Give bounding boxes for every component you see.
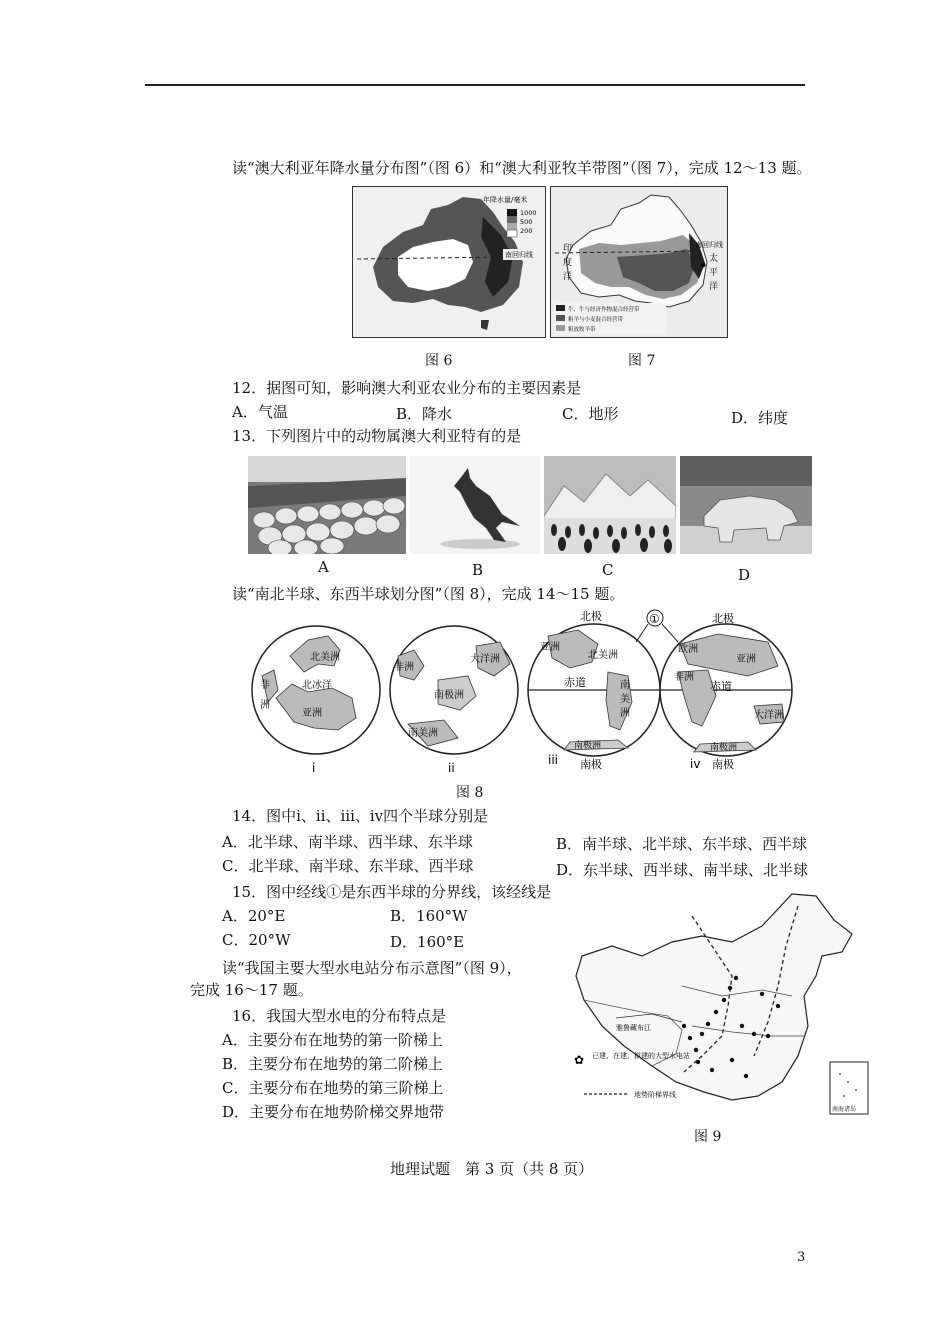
q13-label-c: C bbox=[602, 561, 614, 579]
fig7-ocean-pacific-3: 洋 bbox=[709, 282, 719, 292]
fig7-legend-item-1: 牛、牛与经济作物混合经营带 bbox=[568, 307, 640, 313]
q12-stem: 12．据图可知，影响澳大利亚农业分布的主要因素是 bbox=[232, 379, 582, 397]
q13-stem: 13．下列图片中的动物属澳大利亚特有的是 bbox=[232, 427, 522, 445]
q16-option-a: A．主要分布在地势的第一阶梯上 bbox=[222, 1031, 443, 1049]
q14-stem: 14．图中ⅰ、ⅱ、ⅲ、ⅳ四个半球分别是 bbox=[232, 807, 489, 825]
figure-9-caption: 图 9 bbox=[694, 1129, 722, 1145]
q14-option-d: D．东半球、西半球、南半球、北半球 bbox=[556, 861, 809, 879]
fig8-g3-antarctica: 南极洲 bbox=[574, 741, 602, 751]
figure-9-hydropower-map bbox=[572, 886, 876, 1118]
fig6-legend-title: 年降水量/毫米 bbox=[483, 196, 528, 204]
fig8-g4-antarctica: 南极洲 bbox=[710, 743, 738, 753]
figure-6-rainfall-map bbox=[352, 186, 546, 338]
fig7-ocean-indian-1: 印 bbox=[563, 244, 573, 254]
q13-label-a: A bbox=[318, 558, 329, 576]
intro-12-13: 读“澳大利亚年降水量分布图”（图 6）和“澳大利亚牧羊带图”（图 7），完成 12～13 题。 bbox=[232, 159, 812, 177]
fig8-label-iv: iv bbox=[690, 757, 701, 771]
header-rule bbox=[145, 84, 805, 86]
q13-label-b: B bbox=[472, 561, 484, 579]
q15-option-b: B．160°W bbox=[390, 907, 468, 925]
q13-photo-b-kangaroo bbox=[410, 456, 540, 554]
figure-7-caption: 图 7 bbox=[628, 353, 656, 369]
fig9-river-label: 雅鲁藏布江 bbox=[616, 1024, 651, 1032]
page-number: 3 bbox=[797, 1250, 806, 1265]
fig8-g4-asia: 亚洲 bbox=[736, 654, 756, 665]
q12-option-b: B．降水 bbox=[396, 405, 453, 423]
fig8-g3-sa-2: 美 bbox=[620, 694, 630, 705]
q13-photo-d-polar-bear bbox=[680, 456, 812, 554]
fig8-g4-oceania: 大洋洲 bbox=[754, 710, 784, 721]
fig6-tropic-label: 南回归线 bbox=[505, 251, 533, 259]
fig8-marker-1: ① bbox=[649, 612, 660, 626]
q16-option-d: D．主要分布在地势阶梯交界地带 bbox=[222, 1103, 445, 1121]
q15-stem: 15．图中经线①是东西半球的分界线，该经线是 bbox=[232, 883, 552, 901]
intro-16-17-line1: 读“我国主要大型水电站分布示意图”（图 9）， bbox=[222, 959, 522, 977]
fig9-inset-label: 南海诸岛 bbox=[832, 1106, 857, 1113]
fig7-ocean-pacific-2: 平 bbox=[709, 268, 719, 278]
q12-option-d: D．纬度 bbox=[731, 409, 789, 427]
fig8-g3-north-pole: 北极 bbox=[580, 610, 602, 623]
fig8-g2-africa: 非洲 bbox=[394, 662, 414, 673]
fig8-g4-north-pole: 北极 bbox=[712, 612, 734, 625]
fig9-legend-station: 已建、在建、拟建的大型水电站 bbox=[592, 1052, 690, 1060]
q16-stem: 16．我国大型水电的分布特点是 bbox=[232, 1007, 447, 1025]
fig6-legend-200: 200 bbox=[520, 227, 533, 235]
fig9-legend-boundary: 地势阶梯界线 bbox=[634, 1091, 676, 1099]
fig8-g3-sa-3: 洲 bbox=[620, 708, 630, 719]
fig7-tropic-label: 南回归线 bbox=[695, 241, 723, 249]
q15-option-c: C．20°W bbox=[222, 931, 291, 949]
q14-option-a: A．北半球、南半球、西半球、东半球 bbox=[222, 833, 473, 851]
fig7-ocean-pacific-1: 太 bbox=[709, 254, 719, 264]
fig8-g3-sa-1: 南 bbox=[620, 680, 630, 691]
fig8-label-ii: ii bbox=[448, 761, 455, 775]
figure-6-caption: 图 6 bbox=[425, 353, 453, 369]
fig7-ocean-indian-3: 洋 bbox=[563, 272, 573, 282]
fig8-g3-asia: 亚洲 bbox=[540, 642, 560, 653]
fig6-legend-500: 500 bbox=[520, 218, 533, 226]
fig9-station-symbol: ✿ bbox=[574, 1053, 585, 1067]
fig8-g4-europe: 欧洲 bbox=[678, 644, 698, 655]
fig8-g2-antarctica: 南极洲 bbox=[434, 690, 464, 701]
fig8-label-i: i bbox=[312, 761, 316, 775]
fig8-g3-south-pole: 南极 bbox=[580, 758, 602, 771]
fig8-g4-africa: 非洲 bbox=[674, 672, 694, 683]
q14-option-b: B．南半球、北半球、东半球、西半球 bbox=[556, 835, 808, 853]
fig7-ocean-indian-2: 度 bbox=[563, 258, 573, 268]
intro-16-17-line2: 完成 16～17 题。 bbox=[190, 981, 313, 999]
q12-option-c: C．地形 bbox=[562, 405, 619, 423]
q14-option-c: C．北半球、南半球、东半球、西半球 bbox=[222, 857, 474, 875]
q16-option-b: B．主要分布在地势的第二阶梯上 bbox=[222, 1055, 444, 1073]
q15-option-a: A．20°E bbox=[222, 907, 286, 925]
q16-option-c: C．主要分布在地势的第三阶梯上 bbox=[222, 1079, 444, 1097]
fig8-g2-oceania: 大洋洲 bbox=[470, 654, 500, 665]
figure-7-sheep-belt-map bbox=[550, 186, 728, 338]
q13-photo-c-penguins bbox=[544, 456, 676, 554]
fig8-g3-north-america: 北美洲 bbox=[588, 650, 618, 661]
fig8-g3-equator: 赤道 bbox=[564, 676, 586, 689]
figure-8-caption: 图 8 bbox=[456, 785, 484, 801]
fig8-g1-africa-2: 洲 bbox=[260, 700, 270, 711]
q13-label-d: D bbox=[738, 566, 751, 584]
fig8-label-iii: iii bbox=[548, 753, 559, 767]
intro-14-15: 读“南北半球、东西半球划分图”（图 8），完成 14～15 题。 bbox=[232, 585, 625, 603]
page-footer: 地理试题 第 3 页（共 8 页） bbox=[390, 1160, 594, 1178]
fig8-g1-africa-1: 非 bbox=[260, 680, 270, 691]
fig7-legend-item-3: 粗放牧羊带 bbox=[568, 327, 596, 333]
fig8-g4-equator: 赤道 bbox=[710, 680, 732, 693]
fig8-g1-asia: 亚洲 bbox=[302, 708, 322, 719]
fig8-g1-arctic-ocean: 北冰洋 bbox=[302, 680, 332, 691]
q15-option-d: D．160°E bbox=[390, 933, 465, 951]
fig8-g4-south-pole: 南极 bbox=[712, 758, 734, 771]
q12-option-a: A．气温 bbox=[232, 403, 288, 421]
q13-photo-a-sheep bbox=[248, 456, 406, 554]
fig8-g2-south-america: 南美洲 bbox=[408, 728, 438, 739]
figure-8-hemispheres bbox=[248, 606, 808, 776]
fig6-legend-1000: 1000 bbox=[520, 209, 537, 217]
fig7-legend-item-2: 粗羊与小麦混合经营带 bbox=[568, 317, 624, 323]
fig8-g1-north-america: 北美洲 bbox=[310, 652, 340, 663]
